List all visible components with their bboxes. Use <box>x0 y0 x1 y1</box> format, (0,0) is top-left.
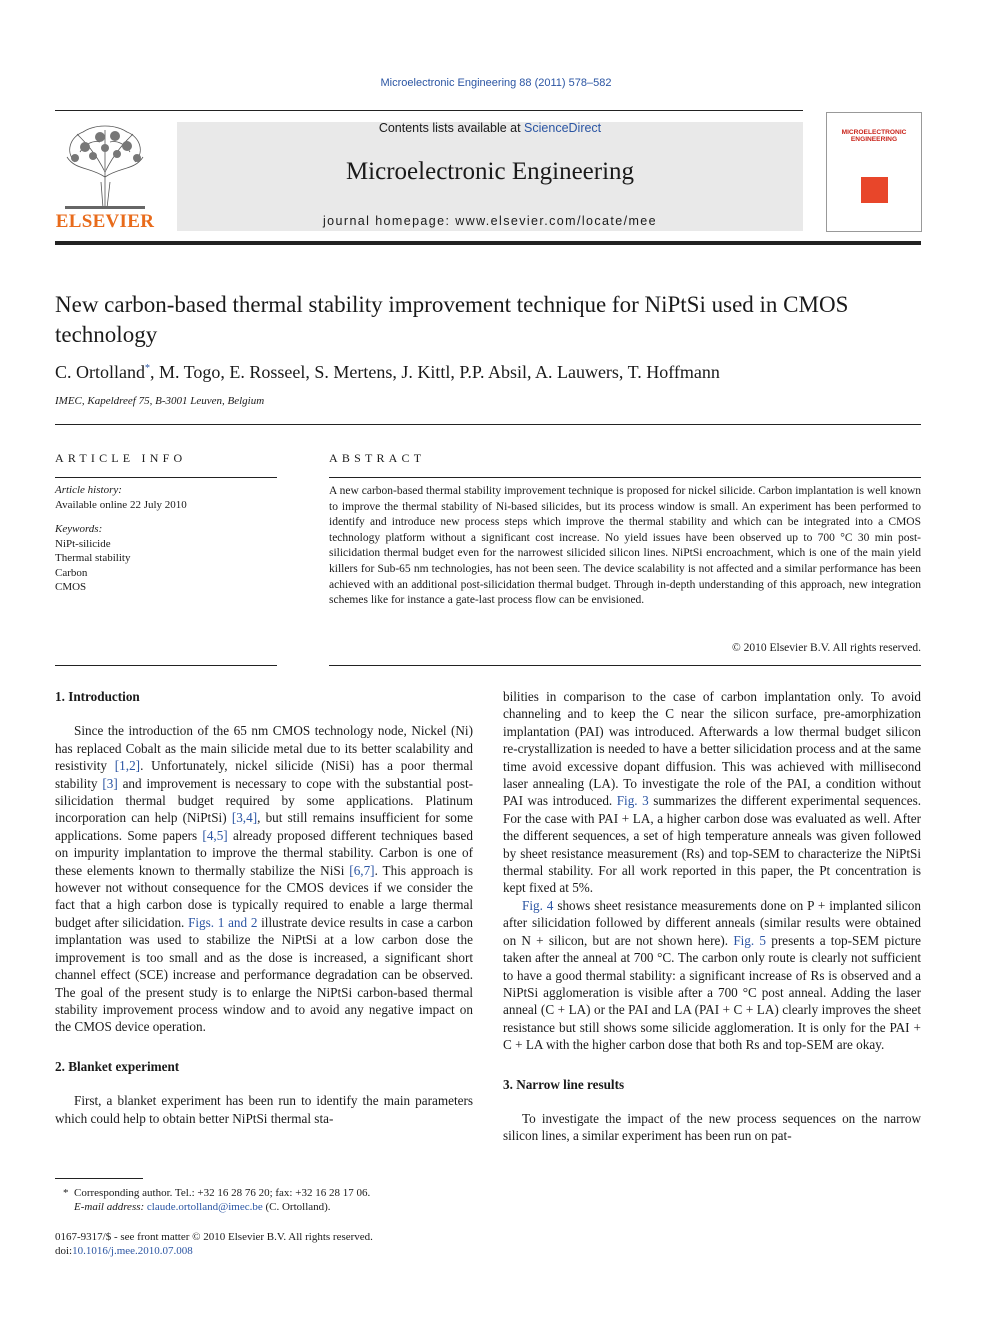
cover-image <box>861 177 888 203</box>
corresponding-footnote <box>55 1186 475 1214</box>
article-info-heading: ARTICLE INFO <box>55 451 187 465</box>
blanket-paragraph-start: First, a blanket experiment has been run to identify the main parameters which could help to obtain better NiPtSi thermal sta- <box>55 1093 473 1126</box>
corresponding-author-mark[interactable]: * <box>145 363 150 374</box>
text-run: Since the introduction of the 65 nm CMOS technology node, Nickel (Ni) has replaced Cobalt as the main silicide metal due to its better scalability and resistivity <box>55 723 473 774</box>
corresponding-contact: Corresponding author. Tel.: +32 16 28 76 20; fax: +32 16 28 17 06. <box>74 1187 371 1199</box>
citation-link[interactable]: [1,2] <box>114 758 141 774</box>
email-link[interactable]: claude.ortolland@imec.be <box>146 1201 263 1213</box>
text-run: summarizes the different experimental sequences. For the case with PAI + LA, a higher carbon dose was evaluated as well. After the different sequences, a set of high temperature anneals was given followed by sheet resistance measurement (Rs) and top-SEM to characterize the NiPtSi thermal stability. For all work reported in this paper, the Pt concentration is kept fixed at 5%. <box>503 793 921 896</box>
abstract-bottom-rule <box>329 665 921 666</box>
first-author: C. Ortolland <box>55 362 145 382</box>
section-heading-blanket-experiment: 2. Blanket experiment <box>55 1058 180 1074</box>
journal-cover-thumbnail <box>826 112 922 232</box>
affiliation-rule <box>55 424 921 425</box>
blanket-paragraph-continued: bilities in comparison to the case of carbon implantation only. To avoid channeling and to keep the C near the silicon surface, pre-amorphization implantation (PAI) was introduced. Afterwards a low thermal budget silicon re-crystallization is needed to have a better silicidation process and at the same time avoid excessive dopant diffusion. This was achieved with millisecond laser annealing (LA). To investigate the role of the PAI, a condition without PAI was introduced. Fig. 3 summarizes the different experimental sequences. For the case with PAI + LA, a higher carbon dose was evaluated as well. After the different sequences, a set of high temperature anneals was given followed by sheet resistance measurement (Rs) and top-SEM to characterize the NiPtSi thermal stability. For all work reported in this paper, the Pt concentration is kept fixed at 5%. <box>503 689 921 896</box>
doi-label: doi: <box>55 1245 73 1257</box>
text-run: . This approach is however not without consequence for the CMOS devices if we consider the fact that a high carbon dose is typically required to enable a large thermal budget after silicidation. <box>55 862 473 930</box>
elsevier-wordmark: ELSEVIER <box>55 211 155 232</box>
contents-line <box>177 121 803 135</box>
top-rule <box>55 110 803 111</box>
keyword-item: NiPt-silicide <box>55 537 111 550</box>
abstract-heading: ABSTRACT <box>329 451 426 465</box>
section-heading-narrow-line: 3. Narrow line results <box>503 1076 625 1092</box>
author-list <box>55 362 925 383</box>
issn-line <box>55 1230 475 1258</box>
history-label: Article history: <box>55 484 122 496</box>
affiliation: IMEC, Kapeldreef 75, B-3001 Leuven, Belgium <box>55 395 265 407</box>
abstract-rule <box>329 477 921 478</box>
history-value: Available online 22 July 2010 <box>55 498 187 511</box>
keyword-item: CMOS <box>55 581 87 593</box>
issn-text: 0167-9317/$ - see front matter © 2010 Elsevier B.V. All rights reserved. <box>55 1231 373 1243</box>
body-left-column <box>55 688 473 1127</box>
sheet-resistance-paragraph <box>503 897 921 1054</box>
figure-link[interactable]: Fig. 4 <box>522 897 554 913</box>
text-run: , but still remains insufficient for some applications. Some papers <box>55 810 473 843</box>
body-right-column <box>503 688 921 1145</box>
article-info-rule <box>55 477 277 478</box>
email-suffix: (C. Ortolland). <box>262 1201 331 1213</box>
footnote-mark: * <box>63 1187 69 1199</box>
text-run: . Unfortunately, nickel silicide (NiSi) has a poor thermal stability <box>55 758 473 791</box>
section-heading-introduction: 1. Introduction <box>55 689 140 704</box>
abstract-copyright: © 2010 Elsevier B.V. All rights reserved. <box>732 642 921 654</box>
journal-homepage[interactable]: journal homepage: www.elsevier.com/locate/mee <box>323 214 657 228</box>
figure-link[interactable]: Fig. 3 <box>616 793 649 809</box>
footnote-rule <box>55 1178 143 1179</box>
citation-link[interactable]: [3] <box>102 775 118 791</box>
citation-link[interactable]: [4,5] <box>202 827 228 843</box>
text-run: already proposed different techniques based on impurity implantation to improve the thermal stability. Carbon is one of these elements known to thermally stabilize the NiSi <box>55 827 473 878</box>
journal-reference[interactable] <box>0 77 992 89</box>
narrow-line-paragraph: To investigate the impact of the new process sequences on the narrow silicon lines, a similar experiment has been run on pat- <box>503 1110 921 1144</box>
citation-link[interactable]: [3,4] <box>231 810 258 826</box>
email-label: E-mail address: <box>74 1201 145 1213</box>
citation-link[interactable]: [6,7] <box>349 862 375 878</box>
introduction-paragraph <box>55 722 473 1035</box>
article-title: New carbon-based thermal stability improvement technique for NiPtSi used in CMOS technology <box>55 292 849 347</box>
article-info-bottom-rule <box>55 665 277 666</box>
masthead-thick-rule <box>55 241 921 245</box>
journal-masthead <box>177 122 803 231</box>
journal-title: Microelectronic Engineering <box>345 158 635 185</box>
keyword-item: Carbon <box>55 566 88 579</box>
article-info <box>55 483 277 595</box>
text-run: and improvement is necessary to cope with the substantial post-silicidation thermal budget required by some applications. Platinum incorporation can help (NiPtSi) <box>55 775 473 826</box>
keywords-label: Keywords: <box>55 523 103 535</box>
contents-prefix: Contents lists available at <box>378 121 525 135</box>
doi-link[interactable]: 10.1016/j.mee.2010.07.008 <box>72 1245 193 1257</box>
text-run: shows sheet resistance measurements done on P + implanted silicon after silicidation followed by different anneals (similar results were obtained on N + silicon, but are not shown here). <box>503 897 921 948</box>
co-authors: , M. Togo, E. Rosseel, S. Mertens, J. Kittl, P.P. Absil, A. Lauwers, T. Hoffmann <box>150 362 720 382</box>
cover-title: MICROELECTRONIC ENGINEERING <box>841 129 907 143</box>
journal-reference-link[interactable]: Microelectronic Engineering 88 (2011) 578–582 <box>380 77 612 89</box>
abstract-text: A new carbon-based thermal stability improvement technique is proposed for nickel silicide. Carbon implantation is well known to improve the thermal stability of Ni-based silicides, but its process window is small. An experiment has been performed to identify and introduce new process steps which improve the thermal stability and which can be integrated into a CMOS technology platform without a significant cost increase. No yield issues have been observed up to 700 °C 30 min post-silicidation thermal budget even for the narrowest silicided silicon lines. NiPtSi encroachment, which is one of the main yield killers for Sub-65 nm technologies, has not been seen. The device scalability is not affected and a similar performance has been achieved with an additional post-silicidation thermal budget. Through in-depth understanding of this approach, new integration schemes like for instance a gate-last process flow can be envisioned. <box>329 485 921 607</box>
keyword-item: Thermal stability <box>55 552 131 564</box>
text-run: presents a top-SEM picture taken after the anneal at 700 °C. The carbon only route is clearly not sufficient to have a good thermal stability: a significant increase of Rs is observed and a NiPtSi agglomeration is visible after a 700 °C post anneal. Adding the laser anneal (C + LA) or the PAI and LA (PAI + C + LA) clearly improves the sheet resistance but still shows some silicide agglomeration. It is only for the PAI + C + LA with the higher carbon dose that both Rs and top-SEM are okay. <box>503 932 921 1053</box>
figure-link[interactable]: Figs. 1 and 2 <box>188 914 258 930</box>
text-run: illustrate device results in case a carbon implantation was used to stabilize the NiPtSi at a low carbon dose the improvement is too small and as the dose is increased, a significant short channel effect (SCE) increase and performance degradation can be observed. The goal of the present study is to enlarge the NiPtSi carbon-based thermal stability improvement process window and to avoid any negative impact on the CMOS device operation. <box>55 914 474 1035</box>
figure-link[interactable]: Fig. 5 <box>733 932 767 948</box>
sciencedirect-link[interactable]: ScienceDirect <box>524 121 602 135</box>
